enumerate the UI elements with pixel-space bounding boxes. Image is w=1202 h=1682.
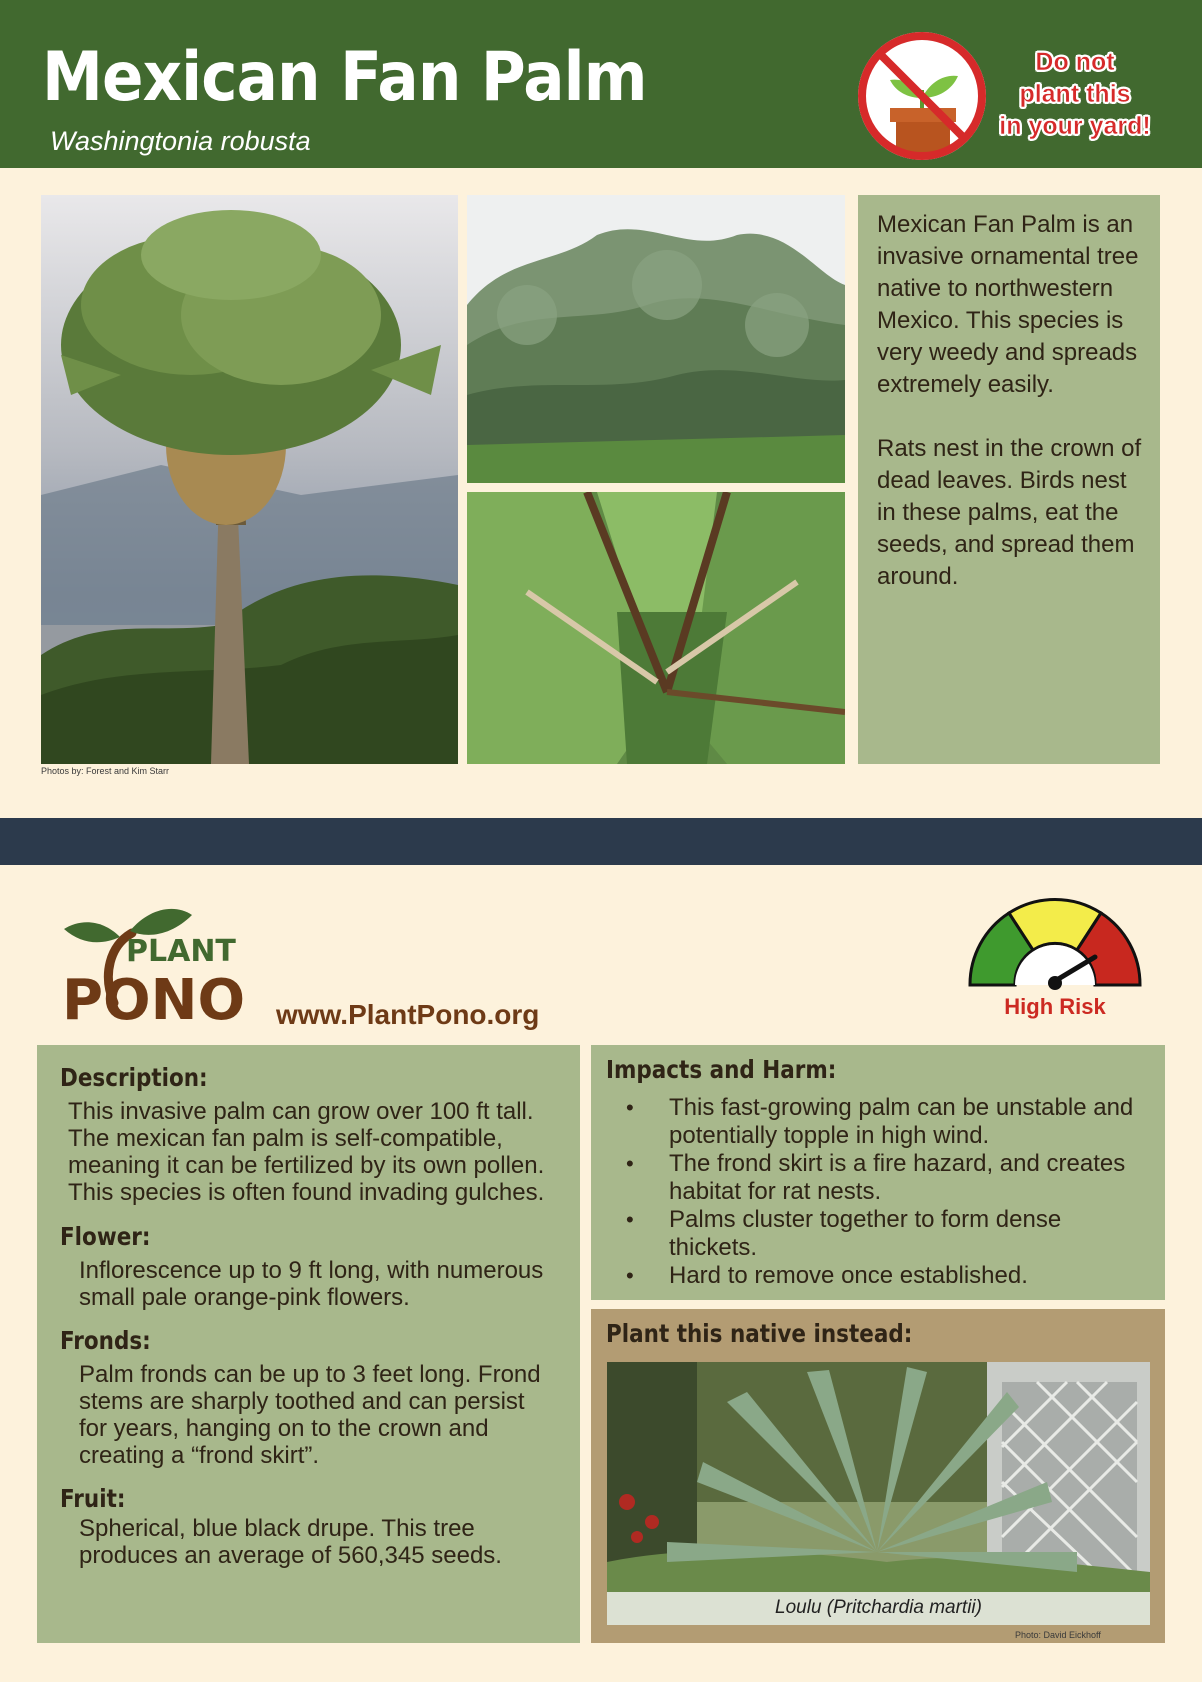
intro-paragraph: Rats nest in the crown of dead leaves. Birds nest in these palms, eat the seeds, and spread them around. [877, 435, 1142, 590]
flower-text: Inflorescence up to 9 ft long, with numerous small pale orange-pink flowers. [79, 1257, 544, 1311]
warning-text: Do not plant this in your yard! [999, 48, 1151, 140]
impacts-box [591, 1045, 1165, 1300]
photo-credit: Photos by: Forest and Kim Starr [41, 766, 170, 776]
scientific-name: Washingtonia robusta [50, 126, 311, 156]
list-item: • The frond skirt is a fire hazard, and creates habitat for rat nests. [626, 1150, 1126, 1205]
intro-paragraph: Mexican Fan Palm is an invasive ornamental tree native to northwestern Mexico. This species is very weedy and spreads extremely easily. [877, 211, 1139, 398]
description-text: This invasive palm can grow over 100 ft tall. The mexican fan palm is self-compatible, meaning it can be fertilized by its own pollen. This species is often found invading gulches. [68, 1098, 545, 1206]
bullet-icon: • [626, 1095, 634, 1120]
fruit-text: Spherical, blue black drupe. This tree produces an average of 560,345 seeds. [79, 1515, 502, 1569]
description-heading: Description: [60, 1063, 208, 1092]
palm-thicket-photo [467, 195, 845, 483]
bullet-icon: • [626, 1263, 634, 1288]
svg-text:PLANT: PLANT [126, 934, 236, 969]
intro-box [858, 195, 1160, 764]
list-item: • Hard to remove once established. [626, 1262, 1028, 1289]
fruit-heading: Fruit: [60, 1484, 126, 1513]
bullet-icon: • [626, 1207, 634, 1232]
list-item: • Palms cluster together to form dense thickets. [626, 1206, 1062, 1261]
loulu-photo [607, 1362, 1150, 1625]
risk-label: High Risk [1004, 994, 1106, 1019]
loulu-caption: Loulu (Pritchardia martii) [775, 1597, 982, 1618]
no-planting-icon [854, 28, 990, 164]
impacts-heading: Impacts and Harm: [606, 1055, 837, 1084]
impacts-list [606, 1094, 1151, 1290]
native-heading: Plant this native instead: [606, 1319, 913, 1348]
fronds-text: Palm fronds can be up to 3 feet long. Frond stems are sharply toothed and can persist for years, hanging on to the crown and creating a “frond skirt”. [79, 1361, 541, 1469]
site-url[interactable]: www.PlantPono.org [276, 999, 540, 1030]
list-item: • This fast-growing palm can be unstable and potentially topple in high wind. [626, 1094, 1134, 1149]
palm-tree-photo [41, 195, 458, 764]
svg-text:PONO: PONO [62, 968, 246, 1025]
risk-gauge-icon [965, 895, 1145, 995]
bullet-icon: • [626, 1151, 634, 1176]
description-box [37, 1045, 580, 1643]
frond-stems-photo [467, 492, 845, 764]
page-title: Mexican Fan Palm [42, 38, 647, 117]
flower-heading: Flower: [60, 1222, 151, 1251]
photo-credit: Photo: David Eickhoff [1015, 1630, 1101, 1640]
plant-pono-logo [62, 905, 262, 1025]
fronds-heading: Fronds: [60, 1326, 151, 1355]
